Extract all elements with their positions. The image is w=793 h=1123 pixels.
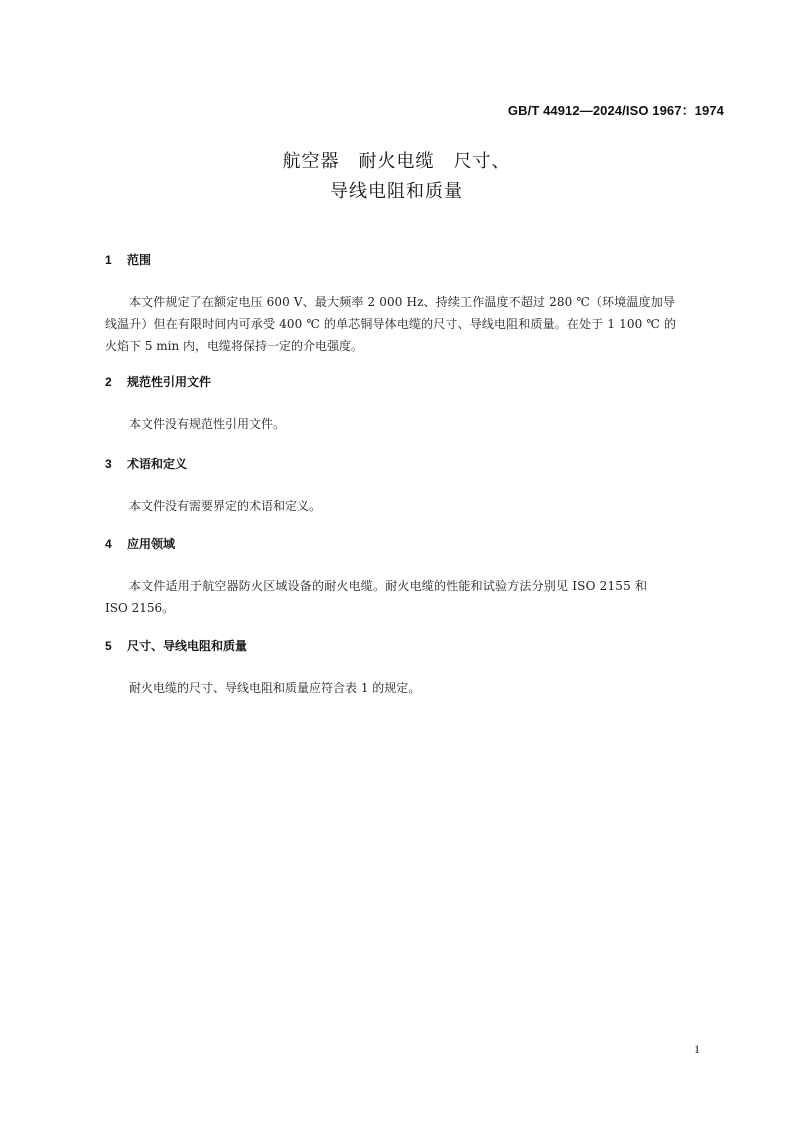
section-title: 规范性引用文件 xyxy=(127,375,212,389)
section-5-heading xyxy=(105,637,247,654)
document-title-line-1: 航空器 耐火电缆 尺寸、 xyxy=(282,151,511,172)
page-number: 1 xyxy=(694,1042,700,1056)
section-3-heading xyxy=(105,455,187,472)
paragraph-line: 线温升）但在有限时间内可承受 400 ℃ 的单芯铜导体电缆的尺寸、导线电阻和质量。在处于 1 100 ℃ 的 xyxy=(105,317,677,331)
section-title: 应用领域 xyxy=(127,537,176,551)
section-2-heading xyxy=(105,373,211,390)
paragraph-line: 本文件适用于航空器防火区域设备的耐火电缆。耐火电缆的性能和试验方法分别见 ISO 2155 和 xyxy=(129,579,648,593)
paragraph-line: 本文件规定了在额定电压 600 V、最大频率 2 000 Hz、持续工作温度不超过 280 ℃（环境温度加导 xyxy=(129,295,676,309)
section-number: 3 xyxy=(105,457,112,471)
section-number: 5 xyxy=(105,639,112,653)
paragraph-line: 本文件没有规范性引用文件。 xyxy=(129,417,286,431)
section-title: 术语和定义 xyxy=(127,457,188,471)
paragraph-line: 火焰下 5 min 内，电缆将保持一定的介电强度。 xyxy=(105,339,364,353)
section-number: 2 xyxy=(105,375,112,389)
section-1-heading xyxy=(105,251,151,268)
paragraph-line: ISO 2156。 xyxy=(105,601,175,615)
document-title-line-2: 导线电阻和质量 xyxy=(330,181,463,202)
section-title: 范围 xyxy=(127,253,152,267)
section-4-heading xyxy=(105,535,175,552)
section-number: 1 xyxy=(105,253,112,267)
paragraph-line: 本文件没有需要界定的术语和定义。 xyxy=(129,499,322,513)
paragraph-line: 耐火电缆的尺寸、导线电阻和质量应符合表 1 的规定。 xyxy=(129,681,421,695)
standard-code: GB/T 44912—2024/ISO 1967：1974 xyxy=(507,103,724,118)
section-title: 尺寸、导线电阻和质量 xyxy=(127,639,248,653)
section-number: 4 xyxy=(105,537,112,551)
